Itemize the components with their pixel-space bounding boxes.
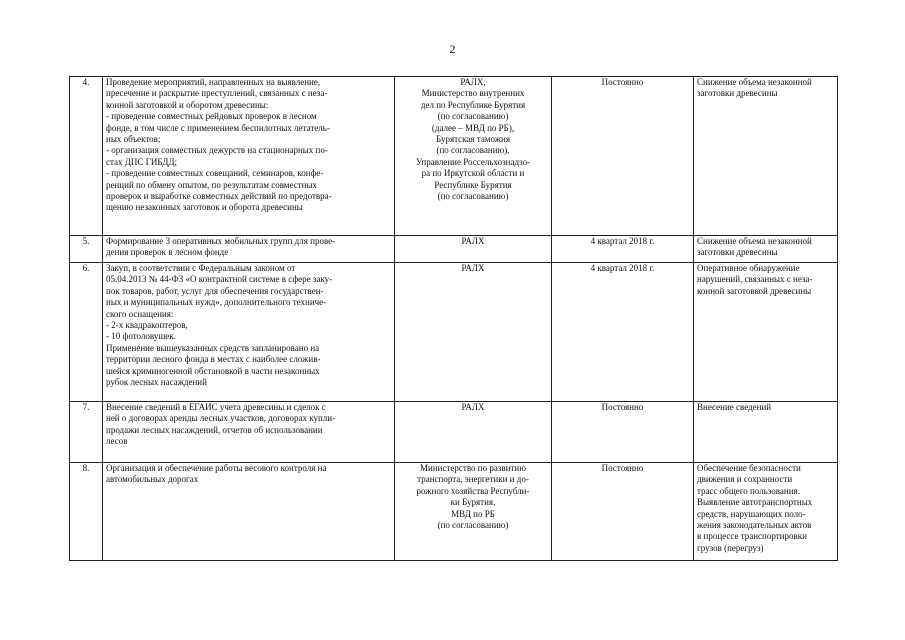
executor-cell: РАЛХ [395, 263, 552, 402]
action-cell: Закуп, в соответствии с Федеральным законом от 05.04.2013 № 44-ФЗ «О контрактной системе в сфере заку- пок товаров, работ, услуг для обеспечения государствен- ных и муниципальных нужд», дополнительного техниче- ского оснащения: - 2-х квадракоптеров, - 10 фотоловушек. Применение вышеуказанных средств запланировано на территории лесного фонда в местах с наиболее сложив- шейся криминогенной обстановкой в части незаконных рубок лесных насаждений [103, 263, 395, 402]
row-number-cell: 4. [70, 77, 103, 236]
term-cell: Постоянно [552, 77, 694, 236]
row-number-cell: 7. [70, 402, 103, 463]
action-cell: Организация и обеспечение работы весового контроля на автомобильных дорогах [103, 463, 395, 561]
result-cell: Снижение объема незаконной заготовки древесины [694, 236, 838, 263]
term-cell: Постоянно [552, 463, 694, 561]
executor-cell: РАЛХ, Министерство внутренних дел по Республике Бурятия (по согласованию) (далее – МВД по РБ), Бурятская таможня (по согласованию), Управление Россельхознадзо- ра по Иркутской области и Республике Бурятия (по согласованию) [395, 77, 552, 236]
term-cell: 4 квартал 2018 г. [552, 236, 694, 263]
page-number: 2 [449, 42, 456, 56]
executor-cell: Министерство по развитию транспорта, энергетики и до- рожного хозяйства Республи- ки Бурятия, МВД по РБ (по согласованию) [395, 463, 552, 561]
action-plan-table [69, 76, 838, 561]
row-number-cell: 6. [70, 263, 103, 402]
table-row [70, 77, 838, 236]
table-row [70, 236, 838, 263]
action-cell: Внесение сведений в ЕГАИС учета древесины и сделок с ней о договорах аренды лесных участков, договорах купли- продажи лесных насаждений, отчетов об использовании лесов [103, 402, 395, 463]
executor-cell: РАЛХ [395, 236, 552, 263]
table-row [70, 463, 838, 561]
action-cell: Проведение мероприятий, направленных на выявление, пресечение и раскрытие преступлений, связанных с неза- конной заготовкой и оборотом древесины: - проведение совместных рейдовых проверок в лесном фонде, в том числе с применением беспилотных летатель- ных объектов; - организация совместных дежурств на стационарных по- стах ДПС ГИБДД; - проведение совместных совещаний, семинаров, конфе- ренций по обмену опытом, по результатам совместных проверок и выработке совместных действий по предотвра- щению незаконных заготовок и оборота древесины [103, 77, 395, 236]
result-cell: Внесение сведений [694, 402, 838, 463]
action-cell: Формирование 3 оперативных мобильных групп для прове- дения проверок в лесном фонде [103, 236, 395, 263]
result-cell: Снижение объема незаконной заготовки древесины [694, 77, 838, 236]
row-number-cell: 5. [70, 236, 103, 263]
term-cell: 4 квартал 2018 г. [552, 263, 694, 402]
term-cell: Постоянно [552, 402, 694, 463]
row-number-cell: 8. [70, 463, 103, 561]
result-cell: Обеспечение безопасности движения и сохранности трасс общего пользования. Выявление автотранспортных средств, нарушающих поло- жения законодательных актов в процессе транспортировки грузов (перегруз) [694, 463, 838, 561]
table-row [70, 263, 838, 402]
result-cell: Оперативное обнаружение нарушений, связанных с неза- конной заготовкой древесины [694, 263, 838, 402]
table-row [70, 402, 838, 463]
executor-cell: РАЛХ [395, 402, 552, 463]
